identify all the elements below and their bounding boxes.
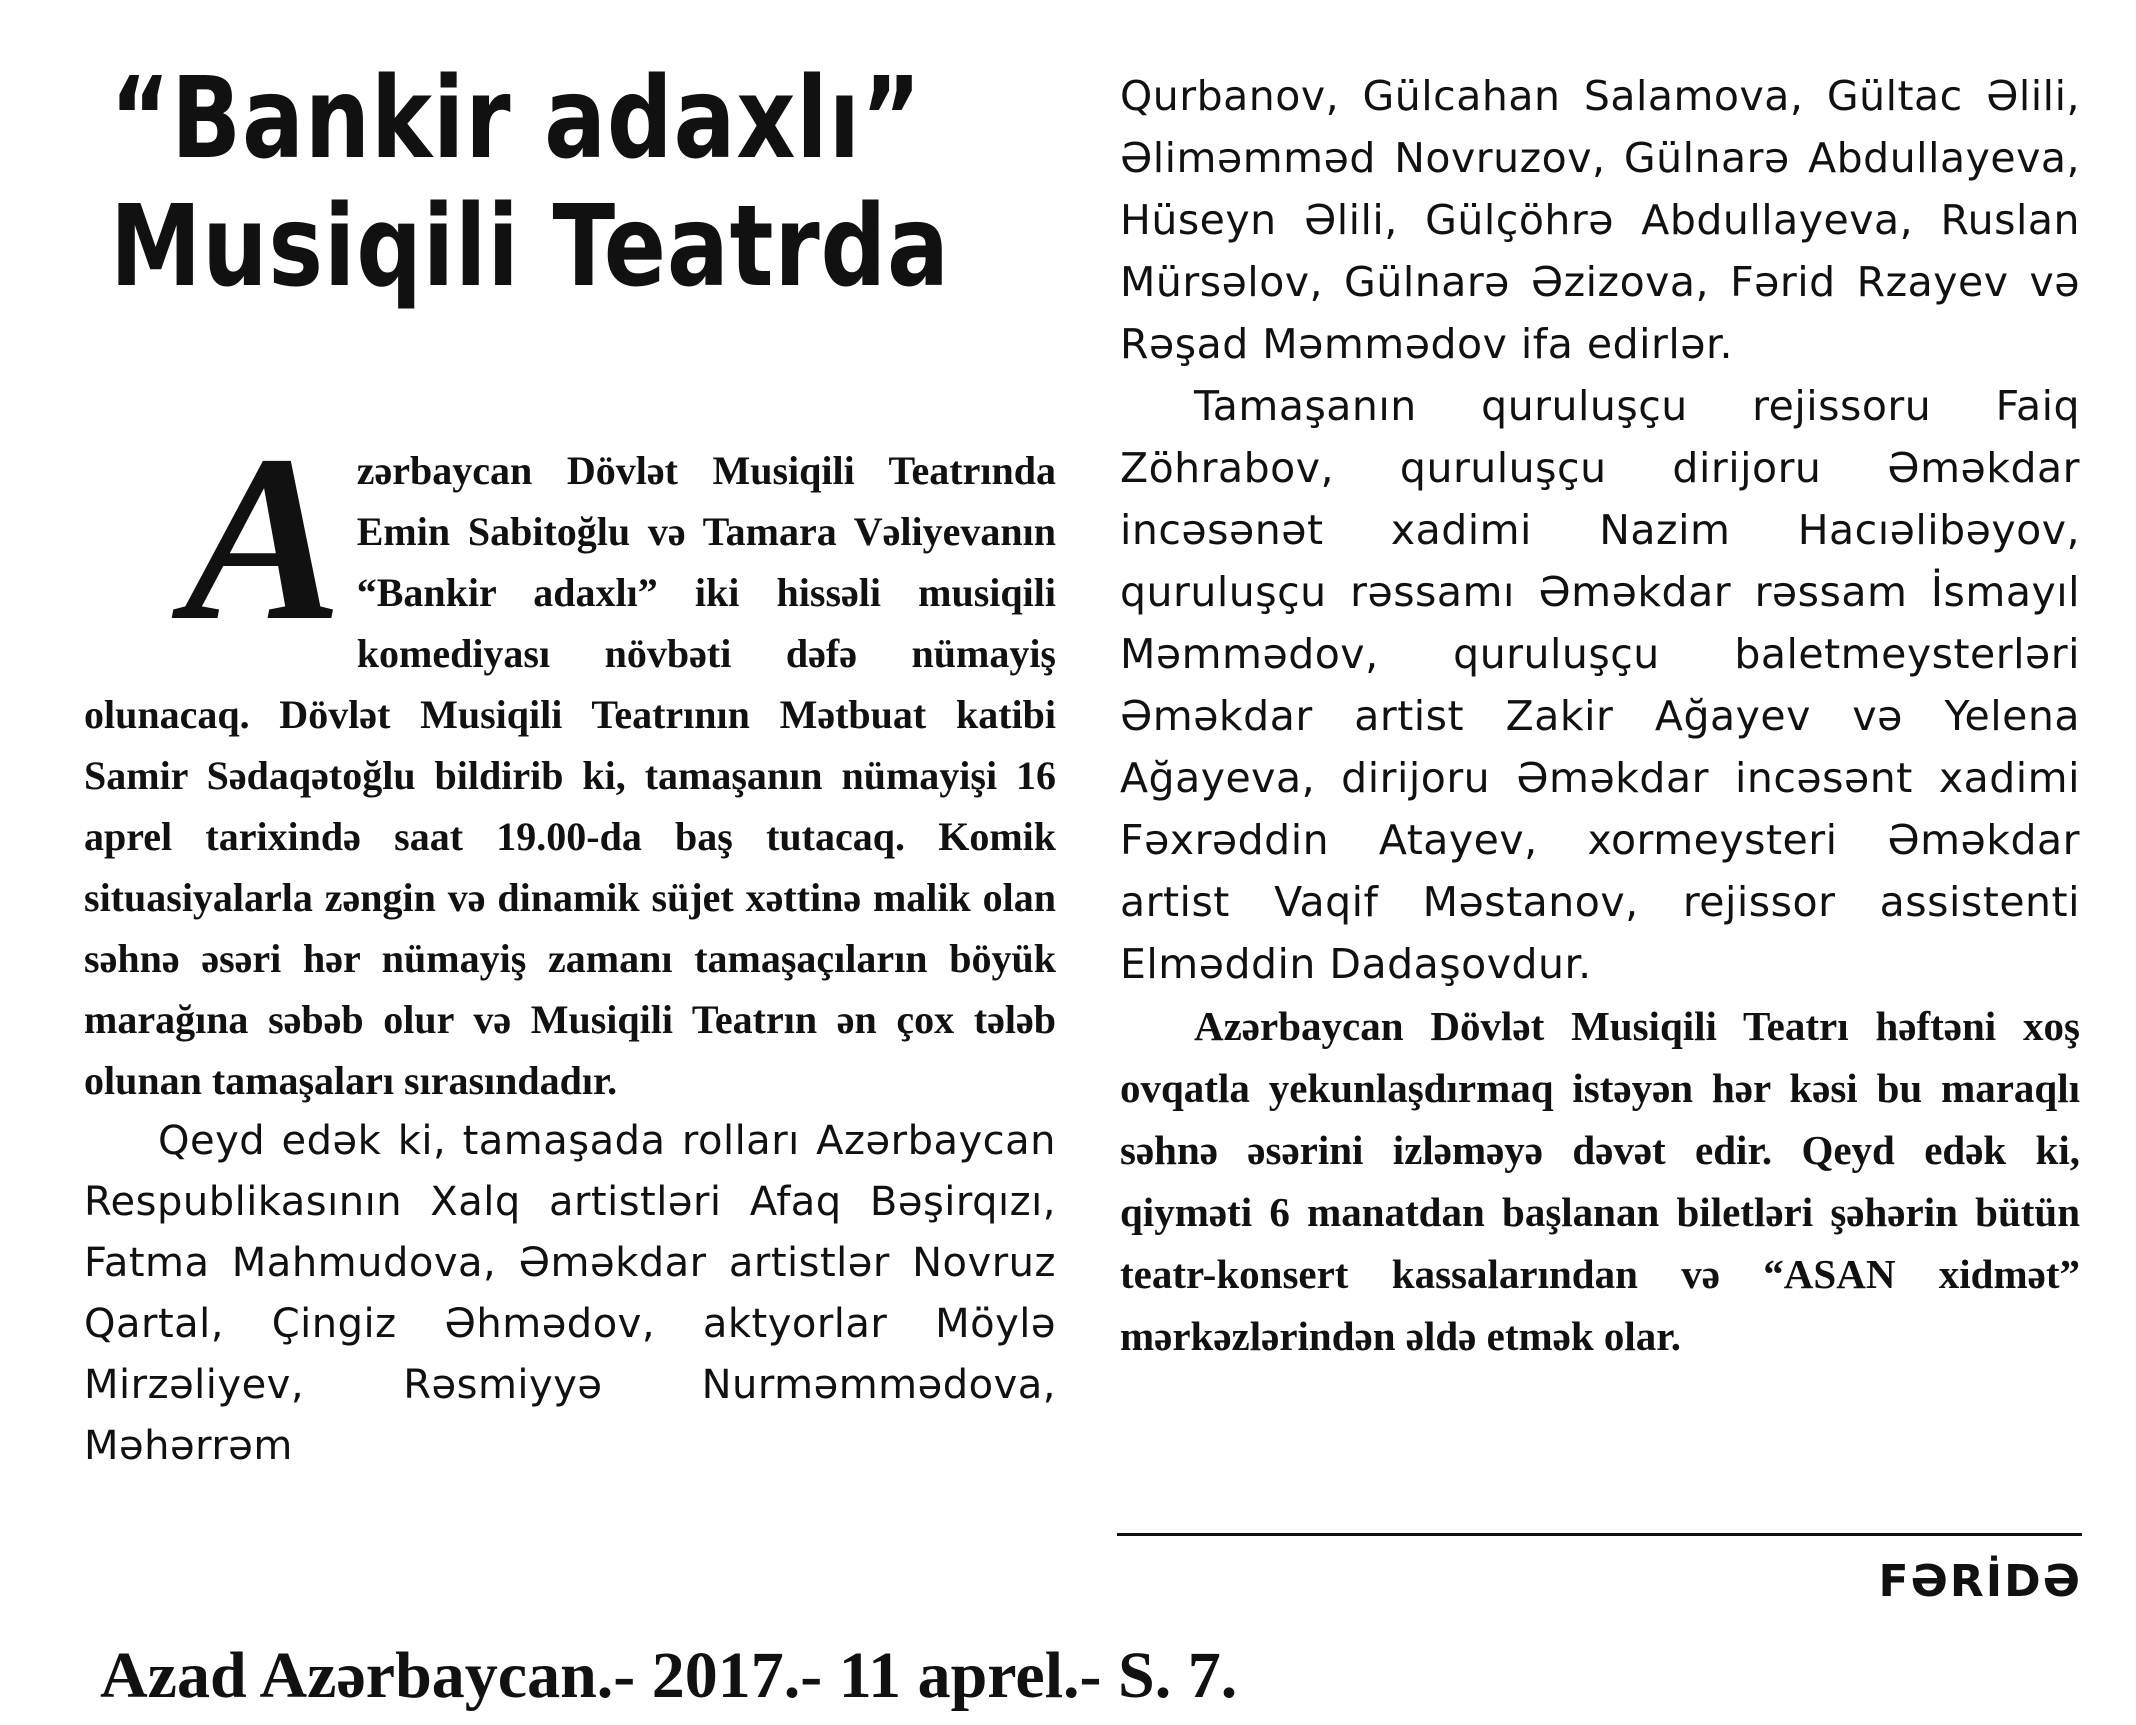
invitation-paragraph: Azərbaycan Dövlət Musiqili Teatrı həftəni xoş ovqatla yekunlaşdırmaq istəyən hər kəsi bu maraqlı səhnə əsərini izləməyə dəvət edir. Qeyd edək ki, qiyməti 6 manatdan başlanan biletləri şəhərin bütün teatr-konsert kassalarından və “ASAN xidmət” mərkəzlərindən əldə etmək olar. [1120,1003,2080,1359]
source-citation: Azad Azərbaycan.- 2017.- 11 aprel.- S. 7. [100,1639,1238,1712]
author-divider [1117,1533,2082,1536]
headline-line-2: Musiqili Teatrda [110,182,950,312]
intro-paragraph-text: zərbaycan Dövlət Musiqili Teatrında Emin Sabitoğlu və Tamara Vəliyevanın “Bankir adaxlı” iki hissəli musiqili komediyası növbəti dəfə nümayiş olunacaq. Dövlət Musiqili Teatrının Mətbuat katibi Samir Sədaqətoğlu bildirib ki, tamaşanın nümayişi 16 aprel tarixində saat 19.00-da baş tutacaq. Komik situasiyalarla zəngin və dinamik süjet xəttinə malik olan səhnə əsəri hər nümayiş zamanı tamaşaçıların böyük marağına səbəb olur və Musiqili Teatrın ən çox tələb olunan tamaşaları sırasındadır. [84,448,1056,1103]
cast-paragraph-continued: Qurbanov, Gülcahan Salamova, Gültac Əlili, Əliməmməd Novruzov, Gülnarə Abdullayeva, Hüseyn Əlili, Gülçöhrə Abdullayeva, Ruslan Mürsəlov, Gülnarə Əzizova, Fərid Rzayev və Rəşad Məmmədov ifa edirlər. [1120,72,2080,368]
intro-paragraph [84,407,1056,1111]
headline-line-1: “Bankir adaxlı” [110,54,923,184]
author-signature: FƏRİDƏ [1878,1556,2082,1607]
left-column [84,407,1056,1477]
drop-cap: A [184,407,343,670]
article-headline [110,54,950,312]
cast-paragraph-start: Qeyd edək ki, tamaşada rolları Azərbaycan Respublikasının Xalq artistləri Afaq Bəşirqızı, Fatma Mahmudova, Əməkdar artistlər Novruz Qartal, Çingiz Əhmədov, aktyorlar Möylə Mirzəliyev, Rəsmiyyə Nurməmmədova, Məhərrəm [84,1118,1056,1469]
crew-paragraph: Tamaşanın quruluşçu rejissoru Faiq Zöhrabov, quruluşçu dirijoru Əməkdar incəsənət xadimi Nazim Hacıəlibəyov, quruluşçu rəssamı Əməkdar rəssam İsmayıl Məmmədov, quruluşçu baletmeysterləri Əməkdar artist Zakir Ağayev və Yelena Ağayeva, dirijoru Əməkdar incəsənt xadimi Fəxrəddin Atayev, xormeysteri Əməkdar artist Vaqif Məstanov, rejissor assistenti Elməddin Dadaşovdur. [1120,382,2080,988]
right-column [1120,65,2080,1367]
